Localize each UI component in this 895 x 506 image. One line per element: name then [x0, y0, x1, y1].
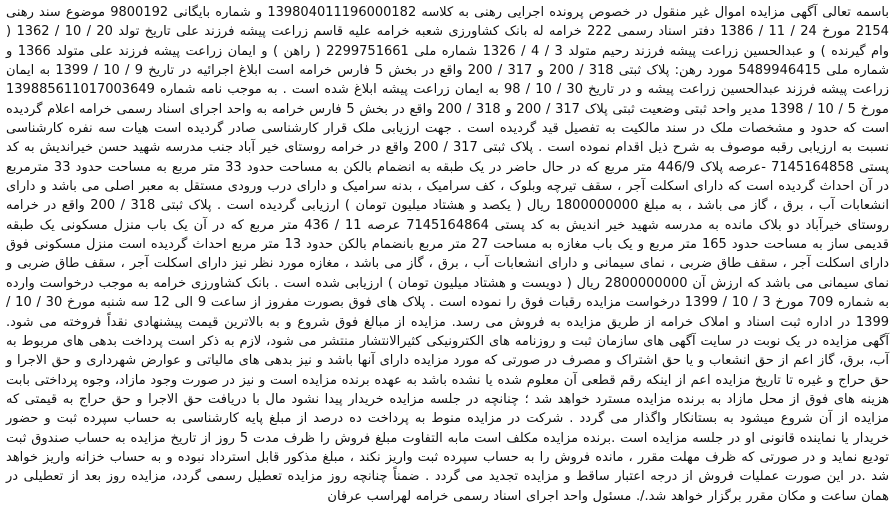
auction-notice-body: باسمه تعالی آگهی مزایده اموال غیر منقول در خصوص پرونده اجرایی رهنی به کلاسه 139804011196000182 و شماره بایگانی 9800192 موضوع سند رهنی 2154 مورخ 24 / 11 / 1386 دفتر اسناد رسمی 222 خرامه له بانک کشاورزی شعبه خرامه علیه قاسم زراعت پیشه فرزند علی تاریخ تولد 20 / 10 / 1362 ( وام گیرنده ) و عبدالحسین زراعت پیشه فرزند رحیم متولد 3 / 4 / 1326 شماره ملی 2299751661 ( راهن ) و ایمان زراعت پیشه فرزند علی متولد 1366 و شماره ملی 5489946415 مورد رهن: پلاک ثبتی 318 / 200 و 317 / 200 واقع در بخش 5 فارس خرامه است ابلاغ اجرائیه در تاریخ 9 / 10 / 1399 به ایمان زراعت پیشه فرزند عبدالحسین زراعت پیشه و در تاریخ 30 / 10 / 98 به ایمان زراعت پیشه ابلاغ شده است . به موجب نامه شماره 139885611017003649 مورخ 5 / 10 / 1398 مدیر واحد ثبتی وضعیت ثبتی پلاک 317 / 200 و 318 / 200 واقع در بخش 5 فارس خرامه به واحد اجرای اسناد رسمی خرامه اعلام گردیده است که حدود و مشخصات ملک در سند مالکیت به تفصیل قید گردیده است . جهت ارزیابی ملک قرار کارشناسی صادر گردیده است هیات سه نفره کارشناسی نسبت به ارزیابی رقبه موصوف به شرح ذیل اقدام نموده است . پلاک ثبتی 317 / 200 واقع در خرامه روستای خیر آباد جنب مدرسه شهید حسن خیراندیش به کد پستی 7145164858 -عرصه پلاک 446/9 متر مربع که در حال حاضر در یک طبقه به انضمام بالکن به مساحت حدود 33 متر مربع به مساحت حدود 33 مترمربع در آن احداث گردیده است که دارای اسکلت آجر ، سقف تیرچه وبلوک ، کف سرامیک ، بدنه سرامیک و دارای درب ورودی مستقل به معبر اصلی می باشد و دارای انشعابات آب ، برق ، گاز می باشد ، به مبلغ 1800000000 ریال ( یکصد و هشتاد میلیون تومان ) ارزیابی گردیده است . پلاک ثبتی 318 / 200 واقع در خرامه روستای خیرآباد دو بلاک مانده به مدرسه شهید خیر اندیش به کد پستی 7145164864 عرصه 11 / 436 متر مربع که در آن یک باب منزل مسکونی یک طبقه قدیمی ساز به مساحت حدود 165 متر مربع و یک باب مغازه به مساحت 27 متر مربع بانضمام بالکن حدود 13 متر مربع احداث گردیده است منزل مسکونی فوق دارای اسکلت آجر ، سقف طاق ضربی ، نمای سیمانی و دارای انشعابات آب ، برق ، گاز می باشد ، مغازه مورد نظر نیز دارای اسکلت آجر ، سقف طاق ضربی و نمای سیمانی می باشد که ارزش آن 2800000000 ریال ( دویست و هشتاد میلیون تومان ) ارزیابی شده است . بانک کشاورزی خرامه به موجب درخواست وارده به شماره 709 مورخ 3 / 10 / 1399 درخواست مزایده رقبات فوق را نموده است . پلاک های فوق بصورت مفروز از ساعت 9 الی 12 سه شنبه مورخ 30 / 10 / 1399 در اداره ثبت اسناد و املاک خرامه از طریق مزایده به فروش می رسد. مزایده از مبالغ فوق شروع و به بالاترین قیمت پیشنهادی نقداً فروخته می شود. آگهی مزایده در یک نوبت در سایت آگهی های سازمان ثبت و روزنامه های الکترونیکی کثیرالانتشار منتشر می شود، لازم به ذکر است پرداخت بدهی های مربوط به آب، برق، گاز اعم از حق انشعاب و یا حق اشتراک و مصرف در صورتی که مورد مزایده دارای آنها باشد و نیز بدهی های مالیاتی و عوارض شهرداری و حق الاجرا و حق حراج و غیره تا تاریخ مزایده اعم از اینکه رقم قطعی آن معلوم شده یا نشده باشد به عهده برنده مزایده است و نیز در صورت وجود مازاد، وجوه پرداختی بابت هزینه های فوق از محل مازاد به برنده مزایده مسترد خواهد شد ؛ چنانچه در جلسه مزایده خریدار پیدا نشود مال با دریافت حق الاجرا و حق حراج به قیمتی که مزایده از آن شروع میشود به بستانکار واگذار می گردد . شرکت در مزایده منوط به پرداخت ده درصد از مبلغ پایه کارشناسی به حساب سپرده ثبت و حضور خریدار یا نماینده قانونی او در جلسه مزایده است .برنده مزایده مکلف است مابه التفاوت مبلغ فروش را ظرف مدت 5 روز از تاریخ مزایده به حساب صندوق ثبت تودیع نماید و در صورتی که ظرف مهلت مقرر ، مانده فروش را به حساب سپرده ثبت واریز نکند ، مبلغ مذکور قابل استرداد نبوده و به حساب خزانه واریز خواهد شد .در این صورت عملیات فروش از درجه اعتبار ساقط و مزایده تجدید می گردد . ضمناً چنانچه روز مزایده تعطیل رسمی گردد، مزایده روز بعد از تعطیلی در همان ساعت و مکان مقرر برگزار خواهد شد./. مسئول واحد اجرای اسناد رسمی خرامه لهراسب عرفان [6, 5, 890, 504]
